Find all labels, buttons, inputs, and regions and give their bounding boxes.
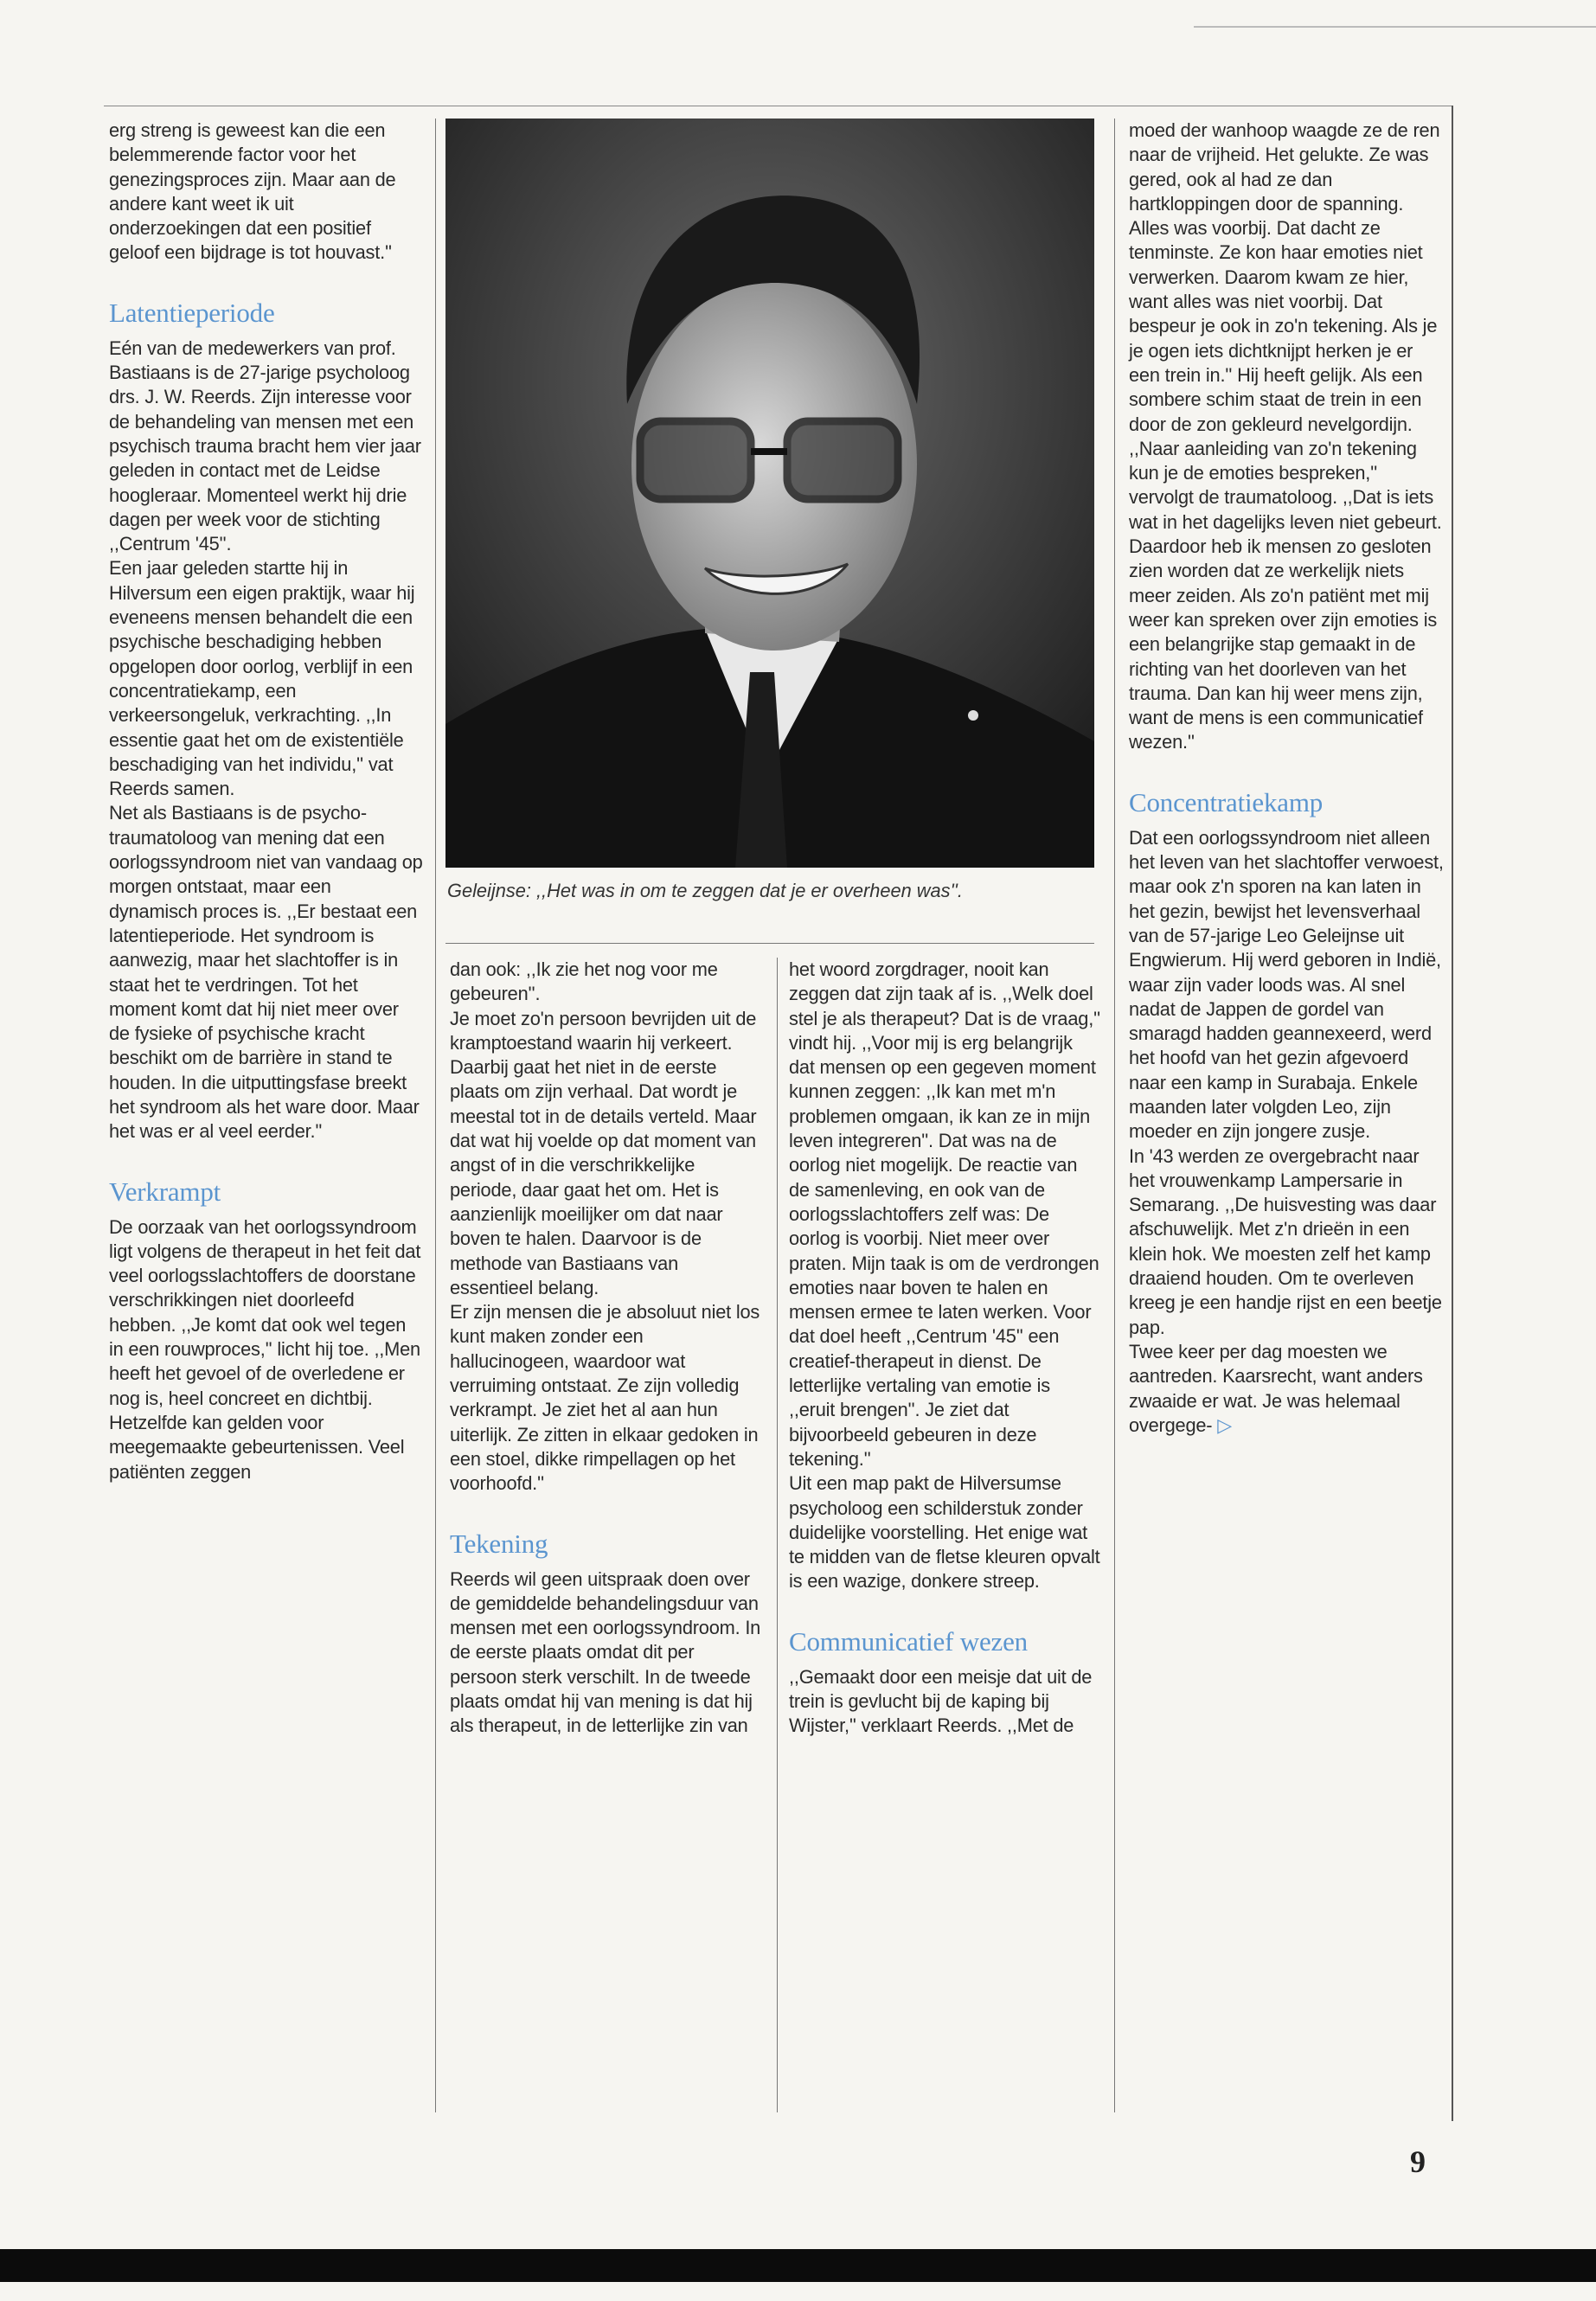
subheading-communicatief-wezen: Communicatief wezen [789,1625,1028,1657]
continue-arrow-icon: ▷ [1217,1413,1232,1436]
paragraph: Uit een map pakt de Hilversumse psycholoog een schilderstuk zonder duidelijke voorstelling. Het enige wat te midden van de fletse kleuren opvalt is een wazige, donkere streep. [789,1472,1100,1593]
paragraph: ,,Naar aanleiding van zo'n tekening kun je de emoties bespreken,'' vervolgt de traumatoloog. ,,Dat is iets wat in het dagelijks leven niet gebeurt. Daardoor heb ik mensen zo gesloten zien worden dat ze werkelijk niets meer zeiden. Als zo'n patiënt met mij weer kan spreken over zijn emoties is een belangrijke stap gemaakt in de richting van het doorleven van het trauma. Dan kan hij weer mens zijn, want de mens is een communicatief wezen.'' [1129,437,1442,753]
paragraph: het woord zorgdrager, nooit kan zeggen dat zijn taak af is. ,,Welk doel stel je als therapeut? Dat is de vraag,'' vindt hij. ,,Voor mij is erg belangrijk dat mensen op een gegeven moment kunnen zeggen: ,,Ik kan met m'n problemen omgaan, ik kan ze in mijn leven integreren''. Dat was na de oorlog niet mogelijk. De reactie van de samenleving, en ook van de oorlogsslachtoffers zelf was: De oorlog is voorbij. Niet meer over praten. Mijn taak is om de verdrongen emoties naar boven te halen en mensen ermee te laten werken. Voor dat doel heeft ,,Centrum '45'' een creatief-therapeut in dienst. De letterlijke vertaling van emotie is ,,eruit brengen''. Je ziet dat bijvoorbeeld gebeuren in deze tekening.'' [789,958,1100,1470]
column-1 [109,119,424,1484]
paragraph-text: Twee keer per dag moesten we aantreden. Kaarsrecht, want anders zwaaide er wat. Je was helemaal overgege- [1129,1340,1423,1436]
paragraph: Reerds wil geen uitspraak doen over de gemiddelde behandelingsduur van mensen met een oorlogssyndroom. In de eerste plaats omdat dit per persoon sterk verschilt. In de tweede plaats omdat hij van mening is dat hij als therapeut, in de letterlijke zin van [450,1567,761,1737]
subheading-latentieperiode: Latentieperiode [109,297,275,328]
caption-rule [445,943,1094,944]
bottom-scan-edge [0,2249,1596,2282]
page-number: 9 [1410,2144,1426,2179]
paragraph: Een jaar geleden startte hij in Hilversum een eigen praktijk, waar hij eveneens mensen behandelt die een psychische beschadiging hebben opgelopen door oorlog, verblijf in een concentratiekamp, een verkeersongeluk, verkrachting. ,,In essentie gaat het om de existentiële beschadiging van het individu,'' vat Reerds samen. [109,557,415,800]
column-divider [1114,119,1115,2112]
portrait-photo-icon [445,119,1094,868]
paragraph: moed der wanhoop waagde ze de ren naar de vrijheid. Het gelukte. Ze was gered, ook al had ze dan hartkloppingen door de spanning. Alles was voorbij. Dat dacht ze tenminste. Ze kon haar emoties niet verwerken. Daarom kwam ze hier, want alles was niet voorbij. Dat bespeur je ook in zo'n tekening. Als je je ogen iets dichtknijpt herken je er een trein in.'' Hij heeft gelijk. Als een sombere schim staat de trein in een door de zon gekleurd nevelgordijn. [1129,119,1440,435]
column-2 [450,958,766,1739]
frame-right-line [1452,106,1453,2121]
paragraph: In '43 werden ze overgebracht naar het vrouwenkamp Lampersarie in Semarang. ,,De huisvesting was daar afschuwelijk. Met z'n drieën in een klein hok. We moesten zelf het kamp draaiend houden. Om te overleven kreeg je een handje rijst en een beetje pap. [1129,1144,1442,1338]
paragraph: De oorzaak van het oorlogssyndroom ligt volgens de therapeut in het feit dat veel oorlogsslachtoffers de doorstane verschrikkingen niet doorleefd hebben. ,,Je komt dat ook wel tegen in een rouwproces,'' licht hij toe. ,,Men heeft het gevoel of de overledene er nog is, heel concreet en dichtbij. Hetzelfde kan gelden voor meegemaakte gebeurtenissen. Veel patiënten zeggen [109,1215,421,1483]
portrait-photo [445,119,1094,868]
paragraph: Net als Bastiaans is de psycho-traumatoloog van mening dat een oorlogssyndroom niet van vandaag op morgen ontstaat, maar een dynamisch proces is. ,,Er bestaat een latentieperiode. Het syndroom is aanwezig, maar het slachtoffer is in staat het te verdringen. Tot het moment komt dat hij niet meer over de fysieke of psychische kracht beschikt om de barrière in stand te houden. In die uitputtingsfase breekt het syndroom als het ware door. Maar het was er al veel eerder.'' [109,802,423,1143]
paragraph: Eén van de medewerkers van prof. Bastiaans is de 27-jarige psycholoog drs. J. W. Reerds. Zijn interesse voor de behandeling van mensen met een psychisch trauma bracht hem vier jaar geleden in contact met de Leidse hoogleraar. Momenteel werkt hij drie dagen per week voor de stichting ,,Centrum '45''. [109,336,421,555]
subheading-tekening: Tekening [450,1528,548,1559]
paragraph: erg streng is geweest kan die een belemmerende factor voor het genezingsproces zijn. Maar aan de andere kant weet ik uit onderzoekingen dat een positief geloof een bijdrage is tot houvast.'' [109,119,396,264]
column-4 [1129,119,1445,1438]
paragraph: ,,Gemaakt door een meisje dat uit de trein is gevlucht bij de kaping bij Wijster,'' verklaart Reerds. ,,Met de [789,1665,1093,1737]
paragraph [1129,1340,1445,1438]
photo-caption: Geleijnse: ,,Het was in om te zeggen dat je er overheen was''. [447,880,963,901]
column-divider [435,119,436,2112]
subheading-concentratiekamp: Concentratiekamp [1129,786,1324,817]
column-divider [777,958,778,2112]
paragraph: dan ook: ,,Ik zie het nog voor me gebeuren''. [450,958,718,1005]
paragraph: Er zijn mensen die je absoluut niet los kunt maken zonder een hallucinogeen, waardoor wat verruiming ontstaat. Ze zijn volledig verkrampt. Je ziet het al aan hun uiterlijk. Ze zitten in elkaar gedoken in een stoel, dikke rimpellagen op het voorhoofd.'' [450,1301,760,1495]
paragraph: Dat een oorlogssyndroom niet alleen het leven van het slachtoffer verwoest, maar ook z'n sporen na kan laten in het gezin, bewijst het levensverhaal van de 57-jarige Leo Geleijnse uit Engwierum. Hij werd geboren in Indië, waar zijn vader loods was. Al snel nadat de Jappen de gordel van smaragd hadden geannexeerd, werd het hoofd van het gezin afgevoerd naar een kamp in Surabaja. Enkele maanden later volgden Leo, zijn moeder en zijn jongere zusje. [1129,826,1444,1143]
paragraph: Je moet zo'n persoon bevrijden uit de kramptoestand waarin hij verkeert. Daarbij gaat het niet in de eerste plaats om zijn verhaal. Dat wordt je meestal tot in de details verteld. Maar dat wat hij voelde op dat moment van angst of in die verschrikkelijke periode, daar gaat het om. Het is aanzienlijk moeilijker om dat naar boven te halen. Daarvoor is de methode van Bastiaans van essentieel belang. [450,1007,757,1298]
subheading-verkrampt: Verkrampt [109,1176,221,1207]
column-3 [789,958,1100,1739]
top-rule [1194,26,1596,28]
